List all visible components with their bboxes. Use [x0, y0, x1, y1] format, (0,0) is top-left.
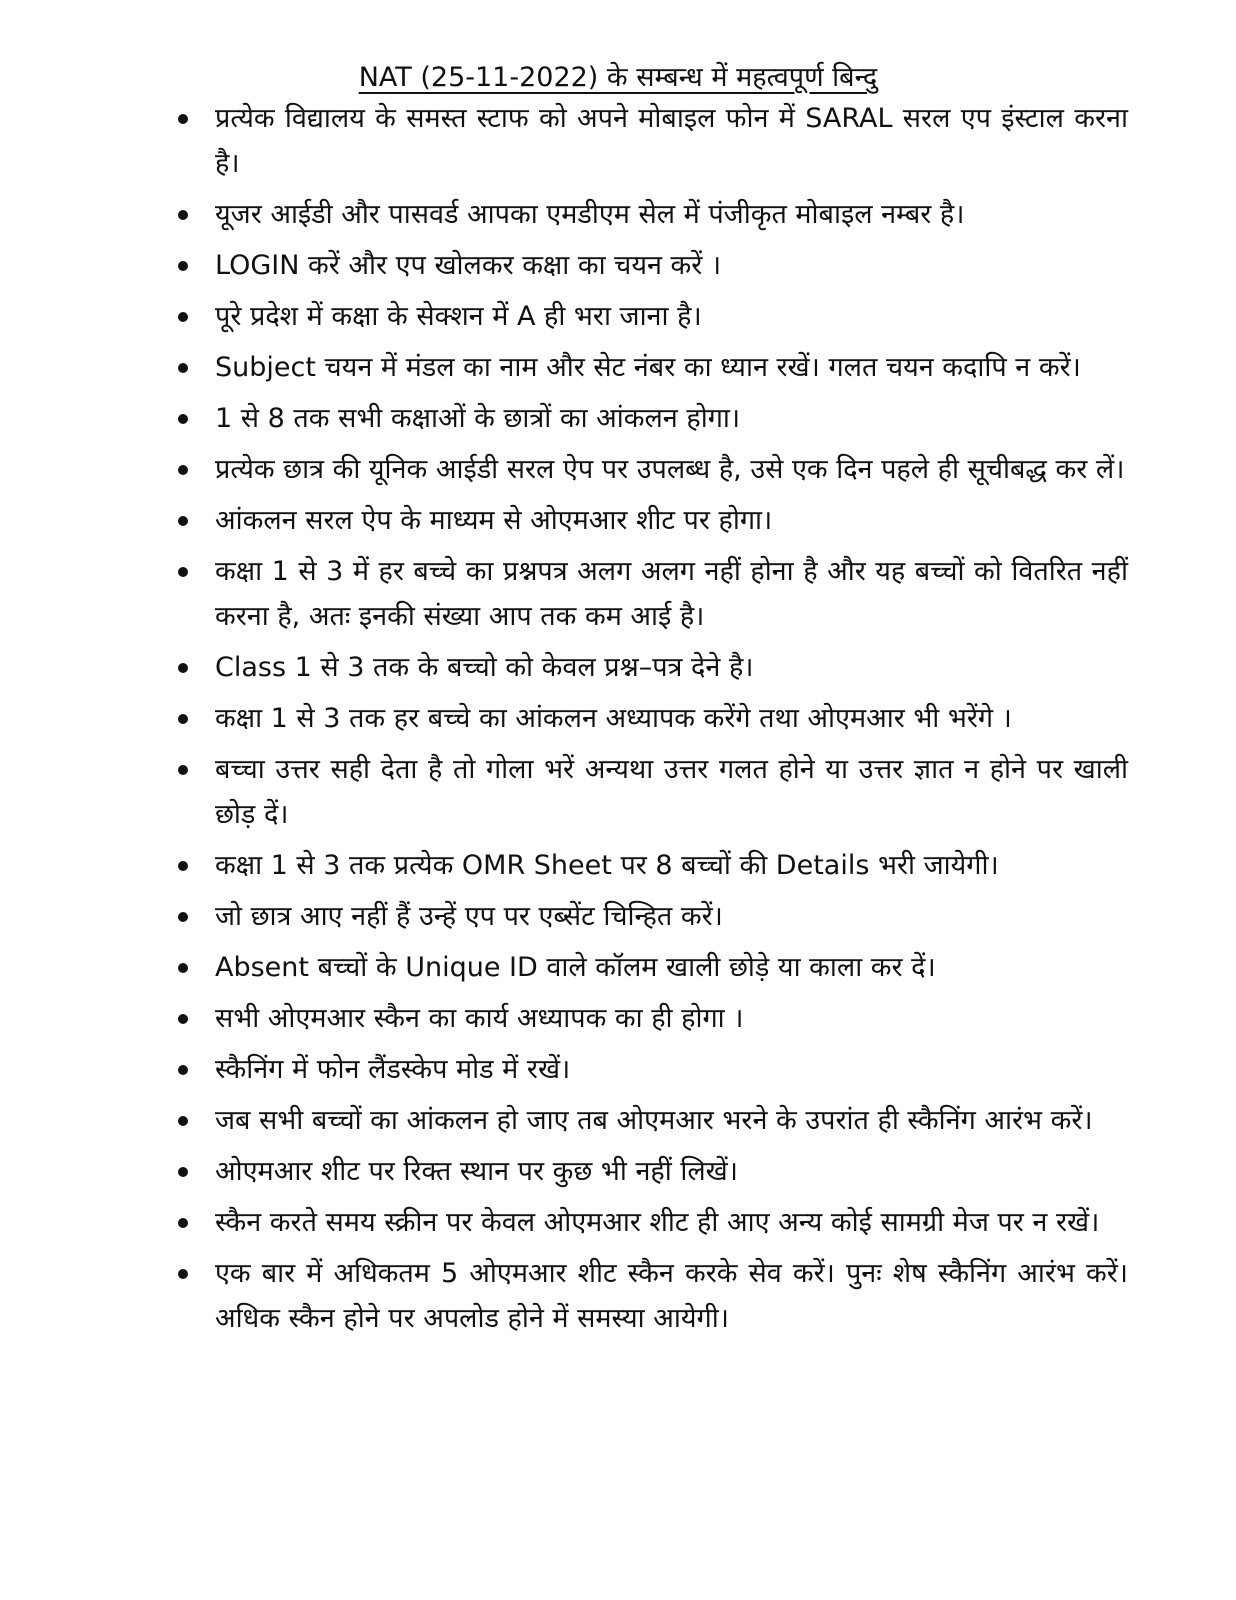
page-title [0, 60, 1236, 96]
list-item: ओएमआर शीट पर रिक्त स्थान पर कुछ भी नहीं लिखें। [172, 1149, 1128, 1194]
list-item: कक्षा 1 से 3 तक हर बच्चे का आंकलन अध्यापक करेंगे तथा ओएमआर भी भरेंगे । [172, 696, 1128, 741]
list-item: स्कैनिंग में फोन लैंडस्केप मोड में रखें। [172, 1047, 1128, 1092]
bullet-icon [178, 1167, 188, 1177]
list-item: स्कैन करते समय स्क्रीन पर केवल ओएमआर शीट ही आए अन्य कोई सामग्री मेज पर न रखें। [172, 1200, 1128, 1245]
bullet-icon [178, 663, 188, 673]
list-item: बच्चा उत्तर सही देता है तो गोला भरें अन्यथा उत्तर गलत होने या उत्तर ज्ञात न होने पर खाली छोड़ दें। [172, 747, 1128, 837]
list-item: Class 1 से 3 तक के बच्चो को केवल प्रश्न–पत्र देने है। [172, 645, 1128, 690]
bullet-icon [178, 963, 188, 973]
list-item: 1 से 8 तक सभी कक्षाओं के छात्रों का आंकलन होगा। [172, 396, 1128, 441]
bullet-icon [178, 261, 188, 271]
bullet-icon [178, 1014, 188, 1024]
bullet-icon [178, 1269, 188, 1279]
list-item: आंकलन सरल ऐप के माध्यम से ओएमआर शीट पर होगा। [172, 498, 1128, 543]
bullet-icon [178, 210, 188, 220]
list-item: कक्षा 1 से 3 तक प्रत्येक OMR Sheet पर 8 बच्चों की Details भरी जायेगी। [172, 843, 1128, 888]
page-title-text: NAT (25-11-2022) के सम्बन्ध में महत्वपूर्ण बिन्दु [358, 62, 878, 93]
list-item: प्रत्येक छात्र की यूनिक आईडी सरल ऐप पर उपलब्ध है, उसे एक दिन पहले ही सूचीबद्ध कर लें। [172, 447, 1128, 492]
list-item: कक्षा 1 से 3 में हर बच्चे का प्रश्नपत्र अलग अलग नहीं होना है और यह बच्चों को वितरित नहीं करना है, अतः इनकी संख्या आप तक कम आई है। [172, 549, 1128, 639]
bullet-icon [178, 714, 188, 724]
list-item: जब सभी बच्चों का आंकलन हो जाए तब ओएमआर भरने के उपरांत ही स्कैनिंग आरंभ करें। [172, 1098, 1128, 1143]
bullet-icon [178, 765, 188, 775]
bullet-icon [178, 114, 188, 124]
list-item: एक बार में अधिकतम 5 ओएमआर शीट स्कैन करके सेव करें। पुनः शेष स्कैनिंग आरंभ करें। अधिक स्कैन होने पर अपलोड होने में समस्या आयेगी। [172, 1251, 1128, 1341]
bullet-icon [178, 465, 188, 475]
bullet-icon [178, 1116, 188, 1126]
points-list [172, 96, 1128, 1347]
bullet-icon [178, 567, 188, 577]
list-item: पूरे प्रदेश में कक्षा के सेक्शन में A ही भरा जाना है। [172, 294, 1128, 339]
list-item: यूजर आईडी और पासवर्ड आपका एमडीएम सेल में पंजीकृत मोबाइल नम्बर है। [172, 192, 1128, 237]
list-item: सभी ओएमआर स्कैन का कार्य अध्यापक का ही होगा । [172, 996, 1128, 1041]
bullet-icon [178, 912, 188, 922]
list-item: LOGIN करें और एप खोलकर कक्षा का चयन करें । [172, 243, 1128, 288]
bullet-icon [178, 312, 188, 322]
bullet-icon [178, 1065, 188, 1075]
list-item: जो छात्र आए नहीं हैं उन्हें एप पर एब्सेंट चिन्हित करें। [172, 894, 1128, 939]
list-item: Subject चयन में मंडल का नाम और सेट नंबर का ध्यान रखें। गलत चयन कदापि न करें। [172, 345, 1128, 390]
bullet-icon [178, 516, 188, 526]
bullet-icon [178, 414, 188, 424]
list-item: प्रत्येक विद्यालय के समस्त स्टाफ को अपने मोबाइल फोन में SARAL सरल एप इंस्टाल करना है। [172, 96, 1128, 186]
bullet-icon [178, 861, 188, 871]
bullet-icon [178, 1218, 188, 1228]
bullet-icon [178, 363, 188, 373]
list-item: Absent बच्चों के Unique ID वाले कॉलम खाली छोड़े या काला कर दें। [172, 945, 1128, 990]
